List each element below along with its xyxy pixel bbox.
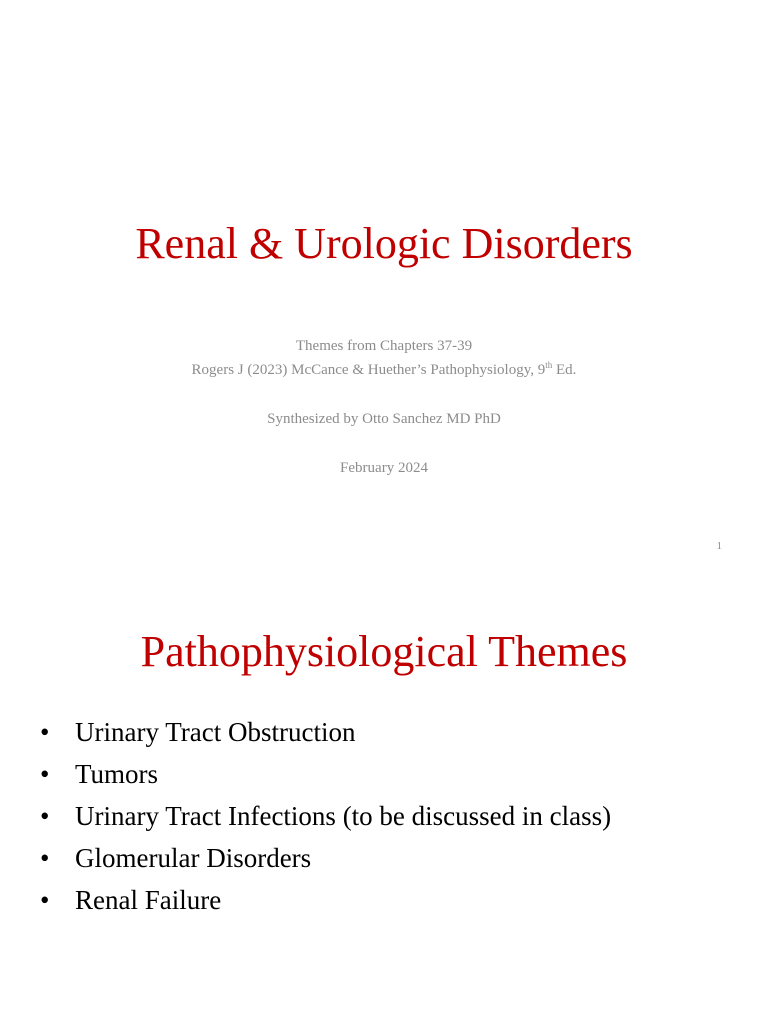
list-item-text: Tumors <box>75 759 159 789</box>
list-item-text: Urinary Tract Obstruction <box>75 717 356 747</box>
page-number: 1 <box>716 540 722 552</box>
date-line: February 2024 <box>340 460 428 476</box>
list-item-text: Urinary Tract Infections (to be discussed in class) <box>75 801 612 831</box>
list-item-text: Glomerular Disorders <box>75 843 312 873</box>
list-item <box>40 753 611 795</box>
slide-title: Renal & Urologic Disorders <box>135 219 633 268</box>
slide-title: Pathophysiological Themes <box>140 627 628 676</box>
reference-suffix: Ed. <box>552 362 577 378</box>
list-item-text: Renal Failure <box>75 885 222 915</box>
bullet-icon: • <box>40 885 50 915</box>
reference-text: Rogers J (2023) McCance & Huether’s Pathophysiology, 9 <box>191 362 546 378</box>
bullet-icon: • <box>40 717 50 747</box>
chapters-line: Themes from Chapters 37-39 <box>295 338 473 354</box>
bullet-icon: • <box>40 801 50 831</box>
slide-2 <box>0 576 768 1024</box>
author-line: Synthesized by Otto Sanchez MD PhD <box>267 411 501 427</box>
list-item <box>40 711 611 753</box>
list-item <box>40 837 611 879</box>
list-item <box>40 795 611 837</box>
reference-line <box>0 360 768 380</box>
bullet-icon: • <box>40 843 50 873</box>
bullet-list <box>40 711 611 921</box>
edition-superscript: th <box>545 360 553 370</box>
list-item <box>40 879 611 921</box>
bullet-icon: • <box>40 759 50 789</box>
